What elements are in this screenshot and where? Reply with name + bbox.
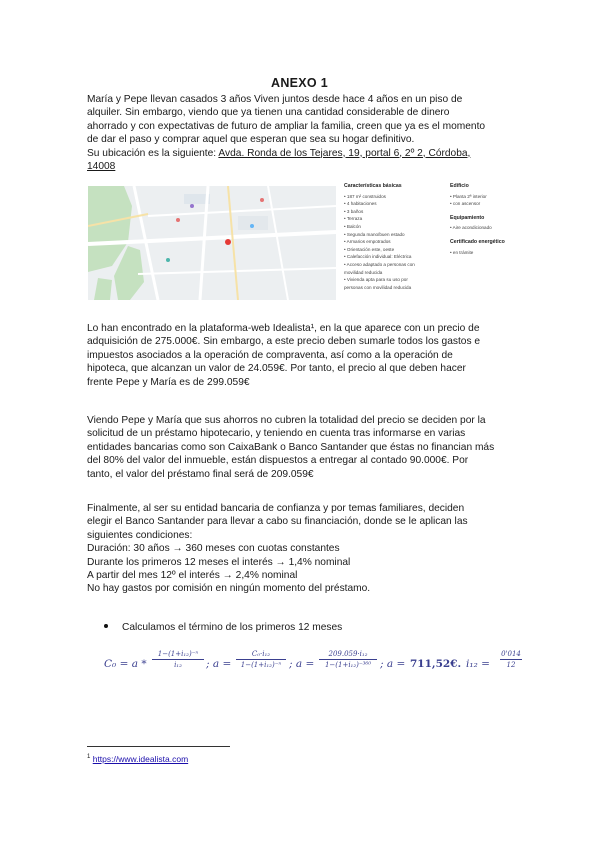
paragraph-line: frente Pepe y María es de 299.059€ [87,376,250,388]
fraction-denominator: 12 [506,661,516,669]
bullet-text: Calculamos el término de los primeros 12 meses [122,622,343,633]
map-graphic [88,186,336,300]
intro-line: ahorrado y con expectativas de futuro de ampliar la familia, creen que ya es el momento [87,120,486,132]
paragraph-line: hipoteca, que alcanzan un valor de 24.059€. Por tanto, el precio al que deben hacer [87,363,466,375]
feature-item: • Terraza [344,215,426,223]
equipment-title: Equipamiento [450,214,485,221]
feature-item: • Balcón [344,223,426,231]
formula-fraction-2 [236,650,286,669]
intro-line: alquiler. Sin embargo, viendo que ya tienen una cantidad considerable de dinero [87,107,450,119]
paragraph-line: siguientes condiciones: [87,529,193,541]
feature-item: • Armarios empotrados [344,238,426,246]
building-item: • con ascensor [450,200,510,208]
feature-item: • Orientación este, oeste [344,246,426,254]
building-title: Edificio [450,183,469,189]
feature-item: • Segunda mano/buen estado [344,231,426,239]
feature-item: • Acceso adaptado a personas con movilidad reducida [344,261,426,276]
map-image [88,186,336,300]
paragraph-line: Viendo Pepe y María que sus ahorros no cubren la totalidad del precio se deciden por la [87,415,486,426]
paragraph-line: solicitud de un préstamo hipotecario, y teniendo en cuenta tras informarse en varias [87,428,466,440]
paragraph-condiciones [87,502,515,596]
formula-c0: C₀ = a * [104,658,147,670]
listing-figure [88,183,508,305]
footnote-mark: 1 [87,754,91,761]
paragraph-line: elegir el Banco Santander para llevar a cabo su financiación, donde se le aplican las [87,516,468,528]
intro-line: de dar el paso y comprar aquel que esperan que sea su hogar definitivo. [87,134,415,146]
feature-item: • Calefacción individual: Eléctrica [344,253,426,261]
building-item: • Planta 2ª interior [450,193,510,201]
footnote [87,754,188,764]
formula-fraction-1 [152,650,204,669]
condition-line: Duración: 30 años → 360 meses con cuotas constantes [87,543,340,555]
equipment-item: • Aire acondicionado [450,224,510,232]
paragraph-line: Finalmente, al ser su entidad bancaria de confianza y por temas familiares, deciden [87,503,465,514]
location-address: Avda. Ronda de los Tejares, 19, portal 6, 2º 2, Córdoba, [218,147,471,159]
paragraph-line: entidades bancarias como son CaixaBank o Banco Santander que éstas no financian más [87,441,495,453]
energy-title: Certificado energético [450,238,505,245]
paragraph-line: del 80% del valor del inmueble, están dispuestos a entregar al contado 90.000€. Por [87,455,469,467]
bullet-item [104,622,342,633]
footnote-link[interactable]: https://www.idealista.com [92,754,189,764]
formula-sep: ; a = [206,658,232,670]
location-line [87,147,515,160]
formula-sep: ; a = [380,658,406,670]
condition-line: Durante los primeros 12 meses el interés → 1,4% nominal [87,556,351,568]
fraction-numerator: 209.059·i₁₂ [319,650,377,660]
paragraph-line: tanto, el valor del préstamo final será de 209.059€ [87,468,314,480]
formula-fraction-3 [319,650,377,669]
fraction-numerator: 1−(1+i₁₂)⁻ⁿ [152,650,204,660]
features-title: Características básicas [344,183,402,189]
feature-item: • 187 m² construidos [344,193,426,201]
paragraph-prestamo [87,414,515,481]
formula-sep: ; a = [289,658,315,670]
paragraph-idealista [87,322,515,389]
formula-i12: i₁₂ = [466,658,490,670]
condition-line: A partir del mes 12º el interés → 2,4% nominal [87,570,298,582]
fraction-denominator: 1−(1+i₁₂)⁻ⁿ [240,661,282,669]
fraction-denominator: i₁₂ [174,661,182,669]
building-info [450,183,510,256]
features-list [344,183,426,291]
intro-line: María y Pepe llevan casados 3 años Viven juntos desde hace 4 años en un piso de [87,94,463,105]
annuity-formula [104,648,524,688]
paragraph-line: Lo han encontrado en la plataforma-web Idealista¹, en la que aparece con un precio de [87,323,480,334]
feature-item: • 4 habitaciones [344,200,426,208]
feature-item: • 3 baños [344,208,426,216]
fraction-denominator: 1−(1+i₁₂)⁻³⁶⁰ [324,661,372,669]
feature-item: • Vivienda apta para su uso por personas con movilidad reducida [344,276,426,291]
page-title: ANEXO 1 [271,76,328,90]
location-postcode: 14008 [87,161,116,173]
paragraph-line: impuestos asociados a la operación de compraventa, así como a la operación de [87,349,453,361]
formula-fraction-4 [500,650,522,669]
paragraph-line: adquisición de 275.000€. Sin embargo, a este precio deben sumarle todos los gastos e [87,336,481,348]
intro-paragraph [87,93,515,173]
fraction-numerator: 0'014 [501,650,521,658]
bullet-dot [104,624,108,628]
energy-item: • en trámite [450,249,510,257]
footnote-rule [87,746,230,747]
location-label: Su ubicación es la siguiente: [87,147,219,159]
condition-line: No hay gastos por comisión en ningún momento del préstamo. [87,583,371,595]
fraction-numerator: C₀·i₁₂ [236,650,286,660]
formula-result: 711,52€. [410,658,462,670]
